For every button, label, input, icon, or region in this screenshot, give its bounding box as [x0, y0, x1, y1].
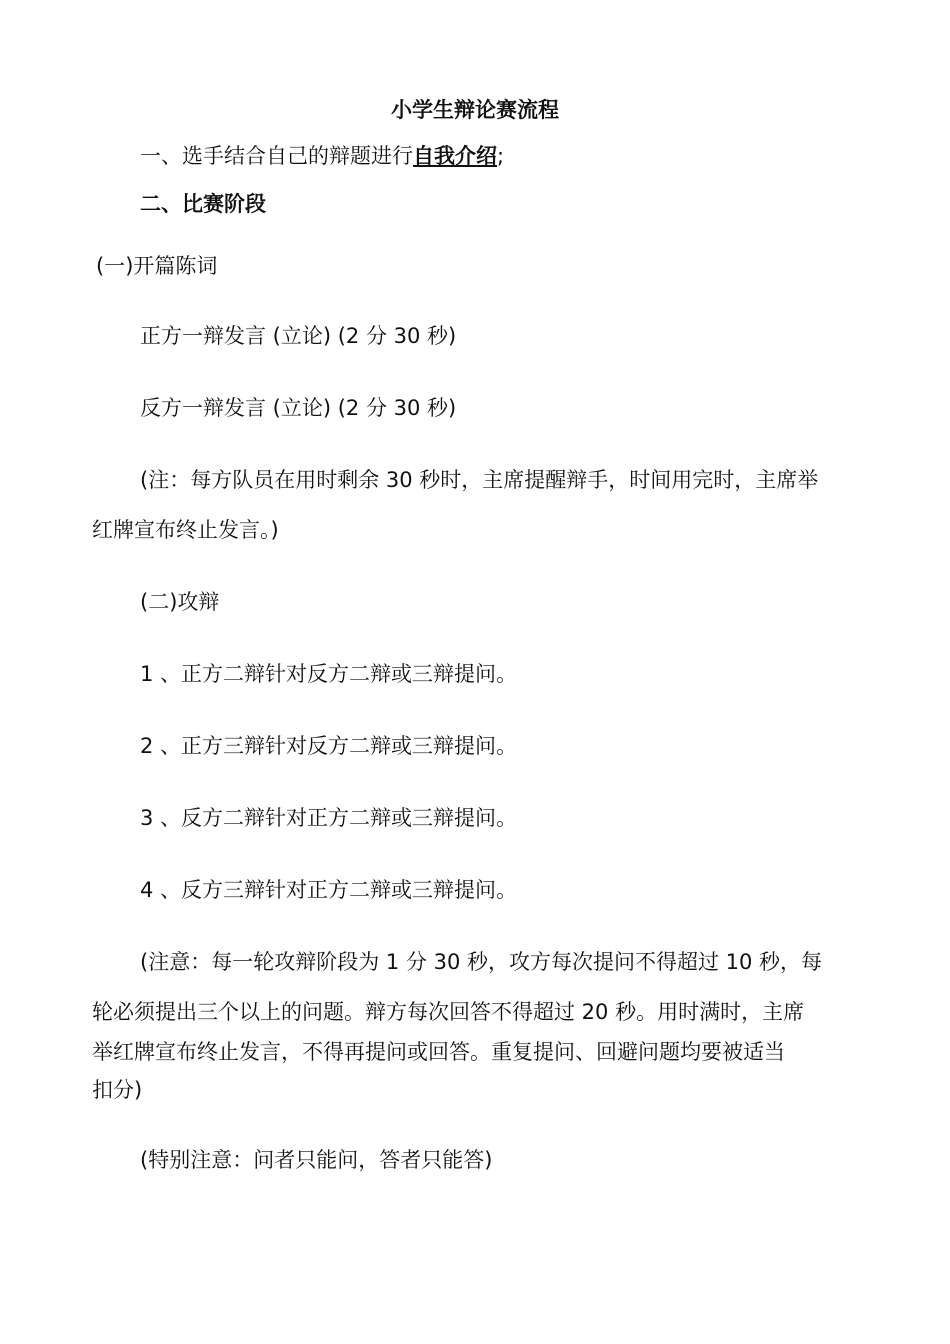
part-2-item: 1 、正方二辩针对反方二辩或三辩提问。: [140, 662, 518, 686]
special-note: (特别注意：问者只能问，答者只能答): [140, 1148, 493, 1172]
part-2-item: 3 、反方二辩针对正方二辩或三辩提问。: [140, 806, 518, 830]
section-1-prefix: 一、选手结合自己的辩题进行: [140, 144, 413, 168]
part-2-note-line-3: 举红牌宣布终止发言，不得再提问或回答。重复提问、回避问题均要被适当: [92, 1040, 785, 1064]
part-2-heading: (二)攻辩: [140, 590, 220, 614]
page-title: 小学生辩论赛流程: [391, 98, 559, 122]
section-1-suffix: ;: [497, 144, 505, 168]
part-1-note-line-1: (注：每方队员在用时剩余 30 秒时，主席提醒辩手，时间用完时，主席举: [140, 468, 819, 492]
section-2-heading: 二、比赛阶段: [140, 192, 266, 216]
part-2-note-line-2: 轮必须提出三个以上的问题。辩方每次回答不得超过 20 秒。用时满时，主席: [92, 1000, 805, 1024]
part-2-item: 2 、正方三辩针对反方二辩或三辩提问。: [140, 734, 518, 758]
part-2-note-line-4: 扣分): [92, 1078, 143, 1102]
part-1-heading: (一)开篇陈词: [96, 254, 218, 278]
part-2-note-line-1: (注意：每一轮攻辩阶段为 1 分 30 秒，攻方每次提问不得超过 10 秒，每: [140, 950, 823, 974]
part-2-item: 4 、反方三辩针对正方二辩或三辩提问。: [140, 878, 518, 902]
part-1-item: 正方一辩发言 (立论) (2 分 30 秒): [140, 324, 457, 348]
part-1-item: 反方一辩发言 (立论) (2 分 30 秒): [140, 396, 457, 420]
part-1-note-line-2: 红牌宣布终止发言。): [92, 518, 279, 542]
section-1-line: [140, 142, 504, 170]
self-intro-emphasis: 自我介绍: [413, 144, 497, 168]
